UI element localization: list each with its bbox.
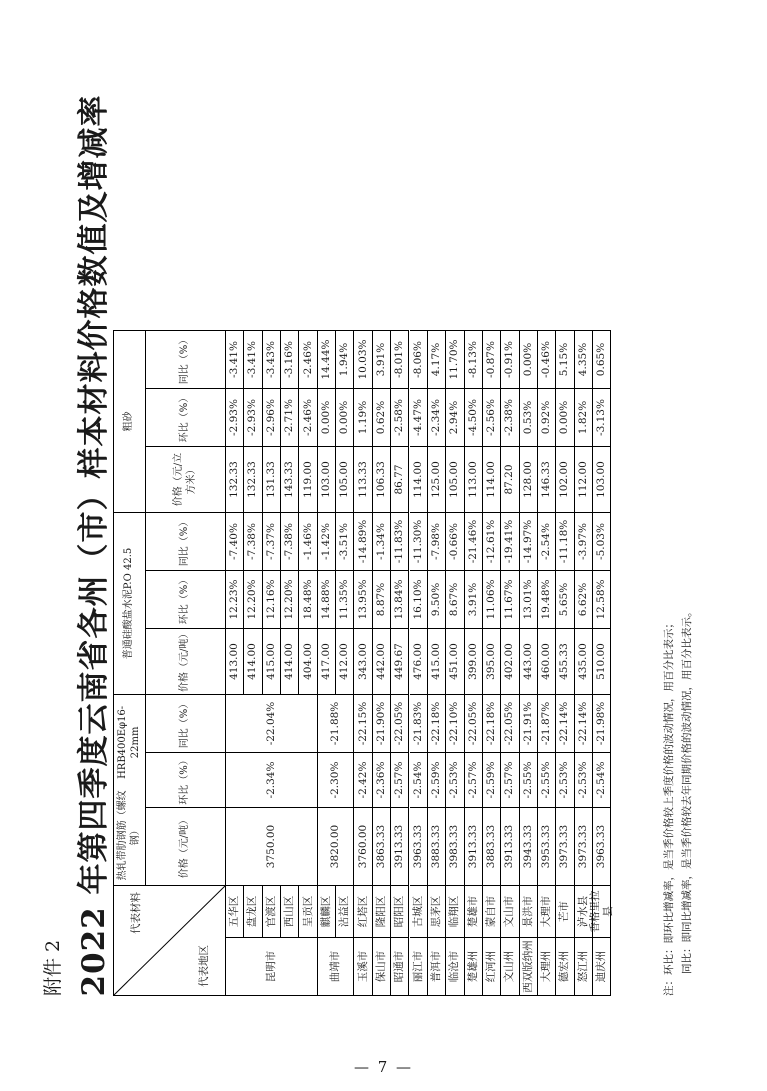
district-cell: 西山区 — [281, 885, 299, 937]
cement-yoy-cell: -7.98% — [428, 512, 446, 570]
sand-qoq-cell: -2.46% — [299, 388, 317, 446]
sand-price-cell: 125.00 — [428, 446, 446, 512]
sand-qoq-cell: -2.34% — [428, 388, 446, 446]
cement-yoy-cell: -1.42% — [318, 512, 336, 570]
rebar-qoq-cell: -2.54% — [593, 752, 611, 807]
rebar-yoy-cell: -22.18% — [483, 694, 501, 752]
city-cell: 红河州 — [483, 937, 501, 995]
city-cell: 楚雄州 — [465, 937, 483, 995]
region-axis-label: 代表地区 — [198, 945, 210, 987]
cement-price-cell: 451.00 — [446, 628, 464, 694]
sand-qoq-cell: 2.94% — [446, 388, 464, 446]
cement-price-cell: 443.00 — [520, 628, 538, 694]
rebar-yoy-cell: -22.04% — [226, 694, 318, 752]
cement-group-header: 普通硅酸盐水泥 P.O 42.5 — [114, 512, 146, 694]
cement-yoy-cell: -7.38% — [281, 512, 299, 570]
district-cell: 呈贡区 — [299, 885, 317, 937]
sand-price-cell: 112.00 — [575, 446, 593, 512]
rebar-yoy-cell: -21.88% — [318, 694, 355, 752]
cement-yoy-cell: -19.41% — [501, 512, 519, 570]
sand-price-cell: 114.00 — [410, 446, 428, 512]
rebar-qoq-cell: -2.54% — [410, 752, 428, 807]
cement-price-cell: 435.00 — [575, 628, 593, 694]
rebar-group-header: 热轧带肋钢筋（螺纹钢） HRB400Eφ16-22mm — [114, 694, 146, 885]
district-cell: 芒市 — [556, 885, 574, 937]
city-cell: 普洱市 — [428, 937, 446, 995]
sand-qoq-cell: 1.19% — [354, 388, 372, 446]
cement-yoy-cell: -14.97% — [520, 512, 538, 570]
cement-price-cell: 417.00 — [318, 628, 336, 694]
material-axis-label: 代表材料 — [130, 892, 142, 934]
sand-qoq-cell: 0.92% — [538, 388, 556, 446]
sand-qoq-cell: 0.00% — [318, 388, 336, 446]
rebar-price-cell: 3883.33 — [483, 807, 501, 885]
rebar-qoq-header: 环比（%） — [146, 752, 226, 807]
cement-price-cell: 414.00 — [244, 628, 262, 694]
sand-qoq-cell: 0.53% — [520, 388, 538, 446]
sand-yoy-cell: -2.46% — [299, 330, 317, 388]
rebar-qoq-cell: -2.42% — [354, 752, 372, 807]
sand-price-cell: 114.00 — [483, 446, 501, 512]
district-cell: 思茅区 — [428, 885, 446, 937]
rebar-price-header: 价格（元/吨） — [146, 807, 226, 885]
cement-yoy-cell: -1.46% — [299, 512, 317, 570]
sand-yoy-cell: -0.46% — [538, 330, 556, 388]
rebar-price-cell: 3913.33 — [465, 807, 483, 885]
rebar-qoq-cell: -2.55% — [538, 752, 556, 807]
sand-yoy-cell: 0.00% — [520, 330, 538, 388]
sand-yoy-cell: 3.91% — [373, 330, 391, 388]
cement-qoq-cell: 19.48% — [538, 570, 556, 628]
rebar-qoq-cell: -2.57% — [391, 752, 409, 807]
attachment-label: 附件 2 — [42, 939, 64, 996]
cement-qoq-cell: 5.65% — [556, 570, 574, 628]
cement-qoq-cell: 9.50% — [428, 570, 446, 628]
sand-price-cell: 105.00 — [336, 446, 354, 512]
sand-yoy-cell: 1.94% — [336, 330, 354, 388]
cement-qoq-cell: 13.84% — [391, 570, 409, 628]
sand-price-cell: 132.33 — [244, 446, 262, 512]
cement-yoy-cell: -12.61% — [483, 512, 501, 570]
sand-qoq-cell: -2.96% — [263, 388, 281, 446]
cement-qoq-cell: 3.91% — [465, 570, 483, 628]
sand-yoy-cell: -8.06% — [410, 330, 428, 388]
city-cell: 德宏州 — [556, 937, 574, 995]
sand-yoy-cell: -3.41% — [226, 330, 244, 388]
cement-qoq-header: 环比（%） — [146, 570, 226, 628]
district-cell: 蒙自市 — [483, 885, 501, 937]
cement-qoq-cell: 11.06% — [483, 570, 501, 628]
cement-yoy-cell: -7.38% — [244, 512, 262, 570]
city-cell: 西双版纳州 — [520, 937, 538, 995]
rebar-qoq-cell: -2.53% — [556, 752, 574, 807]
cement-price-cell: 404.00 — [299, 628, 317, 694]
page-title: 2022 年第四季度云南省各州（市）样本材料价格数值及增减率 — [76, 94, 112, 997]
cement-qoq-cell: 11.35% — [336, 570, 354, 628]
sand-yoy-cell: -8.01% — [391, 330, 409, 388]
city-cell: 怒江州 — [575, 937, 593, 995]
sand-yoy-cell: 4.35% — [575, 330, 593, 388]
cement-yoy-cell: -3.97% — [575, 512, 593, 570]
cement-price-cell: 476.00 — [410, 628, 428, 694]
rebar-yoy-cell: -21.98% — [593, 694, 611, 752]
sand-price-header: 价格（元/立方米） — [146, 446, 226, 512]
cement-qoq-cell: 13.95% — [354, 570, 372, 628]
sand-yoy-header: 同比（%） — [146, 330, 226, 388]
cement-price-cell: 460.00 — [538, 628, 556, 694]
rebar-price-cell: 3973.33 — [575, 807, 593, 885]
cement-yoy-cell: -0.66% — [446, 512, 464, 570]
rebar-price-cell: 3973.33 — [556, 807, 574, 885]
cement-yoy-cell: -7.37% — [263, 512, 281, 570]
cement-qoq-cell: 12.16% — [263, 570, 281, 628]
rebar-qoq-cell: -2.57% — [501, 752, 519, 807]
sand-qoq-cell: -2.93% — [226, 388, 244, 446]
city-cell: 大理州 — [538, 937, 556, 995]
cement-qoq-cell: 11.67% — [501, 570, 519, 628]
sand-yoy-cell: -3.43% — [263, 330, 281, 388]
note-qoq: 注：环比：即环比增减率，是当季价格较上季度价格的波动情况，用百分比表示； — [663, 618, 675, 996]
cement-price-cell: 343.00 — [354, 628, 372, 694]
cement-price-cell: 455.33 — [556, 628, 574, 694]
cement-qoq-cell: 12.20% — [281, 570, 299, 628]
corner-header — [114, 885, 226, 995]
sand-price-cell: 87.20 — [501, 446, 519, 512]
rebar-price-cell: 3983.33 — [446, 807, 464, 885]
cement-price-cell: 449.67 — [391, 628, 409, 694]
rebar-qoq-cell: -2.55% — [520, 752, 538, 807]
sand-price-cell: 102.00 — [556, 446, 574, 512]
rebar-price-cell: 3943.33 — [520, 807, 538, 885]
rebar-yoy-cell: -22.05% — [465, 694, 483, 752]
district-cell: 麒麟区 — [318, 885, 336, 937]
page-number: — 7 — — [353, 1058, 414, 1076]
sand-price-cell: 132.33 — [226, 446, 244, 512]
sand-price-cell: 143.33 — [281, 446, 299, 512]
sand-qoq-cell: 0.00% — [336, 388, 354, 446]
sand-price-cell: 105.00 — [446, 446, 464, 512]
district-cell: 泸水县 — [575, 885, 593, 937]
rebar-yoy-cell: -21.83% — [410, 694, 428, 752]
cement-qoq-cell: 18.48% — [299, 570, 317, 628]
cement-price-cell: 402.00 — [501, 628, 519, 694]
sand-price-cell: 131.33 — [263, 446, 281, 512]
district-cell: 昭阳区 — [391, 885, 409, 937]
sand-qoq-cell: -2.71% — [281, 388, 299, 446]
rebar-qoq-cell: -2.34% — [226, 752, 318, 807]
city-cell: 临沧市 — [446, 937, 464, 995]
cement-yoy-header: 同比（%） — [146, 512, 226, 570]
cement-qoq-cell: 6.62% — [575, 570, 593, 628]
sand-qoq-cell: -2.58% — [391, 388, 409, 446]
sand-yoy-cell: 10.03% — [354, 330, 372, 388]
cement-qoq-cell: 12.20% — [244, 570, 262, 628]
district-cell: 大理市 — [538, 885, 556, 937]
district-cell: 隆阳区 — [373, 885, 391, 937]
sand-price-cell: 119.00 — [299, 446, 317, 512]
cement-price-cell: 395.00 — [483, 628, 501, 694]
rebar-yoy-header: 同比（%） — [146, 694, 226, 752]
district-cell: 古城区 — [410, 885, 428, 937]
cement-qoq-cell: 8.87% — [373, 570, 391, 628]
city-cell: 迪庆州 — [593, 937, 611, 995]
rebar-yoy-cell: -22.05% — [391, 694, 409, 752]
rebar-yoy-cell: -22.10% — [446, 694, 464, 752]
district-cell: 文山市 — [501, 885, 519, 937]
sand-price-cell: 146.33 — [538, 446, 556, 512]
sand-yoy-cell: -0.91% — [501, 330, 519, 388]
cement-price-cell: 415.00 — [263, 628, 281, 694]
sand-yoy-cell: 14.44% — [318, 330, 336, 388]
sand-yoy-cell: -3.41% — [244, 330, 262, 388]
sand-price-cell: 103.00 — [593, 446, 611, 512]
cement-price-cell: 412.00 — [336, 628, 354, 694]
district-cell: 五华区 — [226, 885, 244, 937]
sand-yoy-cell: 5.15% — [556, 330, 574, 388]
city-cell: 丽江市 — [410, 937, 428, 995]
cement-yoy-cell: -7.40% — [226, 512, 244, 570]
rebar-price-cell: 3913.33 — [391, 807, 409, 885]
sand-price-cell: 103.00 — [318, 446, 336, 512]
rebar-price-cell: 3750.00 — [226, 807, 318, 885]
note-yoy: 同比：即同比增减率，是当季价格较去年同期价格的波动情况，用百分比表示。 — [681, 606, 693, 974]
district-cell: 临翔区 — [446, 885, 464, 937]
rebar-qoq-cell: -2.59% — [428, 752, 446, 807]
sand-qoq-cell: -4.50% — [465, 388, 483, 446]
district-cell: 景洪市 — [520, 885, 538, 937]
cement-price-cell: 413.00 — [226, 628, 244, 694]
sand-qoq-cell: -3.13% — [593, 388, 611, 446]
cement-yoy-cell: -3.51% — [336, 512, 354, 570]
sand-qoq-cell: 1.82% — [575, 388, 593, 446]
rebar-yoy-cell: -22.05% — [501, 694, 519, 752]
rebar-qoq-cell: -2.53% — [446, 752, 464, 807]
sand-price-cell: 86.77 — [391, 446, 409, 512]
cement-qoq-cell: 12.58% — [593, 570, 611, 628]
sand-group-header: 粗砂 — [114, 330, 146, 512]
cement-yoy-cell: -5.03% — [593, 512, 611, 570]
sand-yoy-cell: -3.16% — [281, 330, 299, 388]
district-cell: 香格里拉县 — [593, 885, 611, 937]
rebar-price-cell: 3963.33 — [410, 807, 428, 885]
district-cell: 盘龙区 — [244, 885, 262, 937]
sand-yoy-cell: 11.70% — [446, 330, 464, 388]
sand-price-cell: 113.00 — [465, 446, 483, 512]
sand-qoq-cell: 0.00% — [556, 388, 574, 446]
table-notes — [660, 96, 696, 996]
sand-yoy-cell: 0.65% — [593, 330, 611, 388]
rebar-yoy-cell: -21.90% — [373, 694, 391, 752]
rebar-qoq-cell: -2.36% — [373, 752, 391, 807]
cement-qoq-cell: 8.67% — [446, 570, 464, 628]
cement-price-cell: 399.00 — [465, 628, 483, 694]
rebar-qoq-cell: -2.57% — [465, 752, 483, 807]
sand-qoq-cell: -2.56% — [483, 388, 501, 446]
sand-qoq-cell: 0.62% — [373, 388, 391, 446]
rebar-yoy-cell: -22.14% — [556, 694, 574, 752]
rebar-yoy-cell: -21.87% — [538, 694, 556, 752]
sand-qoq-header: 环比（%） — [146, 388, 226, 446]
district-cell: 官渡区 — [263, 885, 281, 937]
cement-price-cell: 414.00 — [281, 628, 299, 694]
cement-qoq-cell: 12.23% — [226, 570, 244, 628]
sand-yoy-cell: -0.87% — [483, 330, 501, 388]
sand-yoy-cell: -8.13% — [465, 330, 483, 388]
sand-yoy-cell: 4.17% — [428, 330, 446, 388]
cement-yoy-cell: -11.83% — [391, 512, 409, 570]
cement-price-cell: 442.00 — [373, 628, 391, 694]
rebar-yoy-cell: -21.91% — [520, 694, 538, 752]
city-cell: 昭通市 — [391, 937, 409, 995]
rebar-qoq-cell: -2.30% — [318, 752, 355, 807]
cement-qoq-cell: 16.10% — [410, 570, 428, 628]
rebar-price-cell: 3863.33 — [373, 807, 391, 885]
cement-yoy-cell: -21.46% — [465, 512, 483, 570]
cement-yoy-cell: -11.18% — [556, 512, 574, 570]
district-cell: 红塔区 — [354, 885, 372, 937]
price-table — [113, 330, 614, 996]
rebar-price-cell: 3883.33 — [428, 807, 446, 885]
sand-qoq-cell: -2.93% — [244, 388, 262, 446]
sand-qoq-cell: -4.47% — [410, 388, 428, 446]
rebar-qoq-cell: -2.53% — [575, 752, 593, 807]
cement-yoy-cell: -2.54% — [538, 512, 556, 570]
sand-price-cell: 113.33 — [354, 446, 372, 512]
city-cell: 昆明市 — [226, 937, 318, 995]
cement-yoy-cell: -11.30% — [410, 512, 428, 570]
rebar-price-cell: 3760.00 — [354, 807, 372, 885]
city-cell: 曲靖市 — [318, 937, 355, 995]
cement-price-cell: 415.00 — [428, 628, 446, 694]
rebar-price-cell: 3953.33 — [538, 807, 556, 885]
city-cell: 保山市 — [373, 937, 391, 995]
rebar-price-cell: 3820.00 — [318, 807, 355, 885]
district-cell: 楚雄市 — [465, 885, 483, 937]
cement-price-cell: 510.00 — [593, 628, 611, 694]
cement-yoy-cell: -14.89% — [354, 512, 372, 570]
rebar-yoy-cell: -22.18% — [428, 694, 446, 752]
sand-price-cell: 106.33 — [373, 446, 391, 512]
cement-price-header: 价格（元/吨） — [146, 628, 226, 694]
sand-qoq-cell: -2.38% — [501, 388, 519, 446]
city-cell: 玉溪市 — [354, 937, 372, 995]
cement-qoq-cell: 14.88% — [318, 570, 336, 628]
rebar-price-cell: 3963.33 — [593, 807, 611, 885]
rebar-yoy-cell: -22.15% — [354, 694, 372, 752]
rebar-yoy-cell: -22.14% — [575, 694, 593, 752]
sand-price-cell: 128.00 — [520, 446, 538, 512]
rebar-qoq-cell: -2.59% — [483, 752, 501, 807]
city-cell: 文山州 — [501, 937, 519, 995]
cement-qoq-cell: 13.01% — [520, 570, 538, 628]
rebar-price-cell: 3913.33 — [501, 807, 519, 885]
district-cell: 沾益区 — [336, 885, 354, 937]
cement-yoy-cell: -1.34% — [373, 512, 391, 570]
